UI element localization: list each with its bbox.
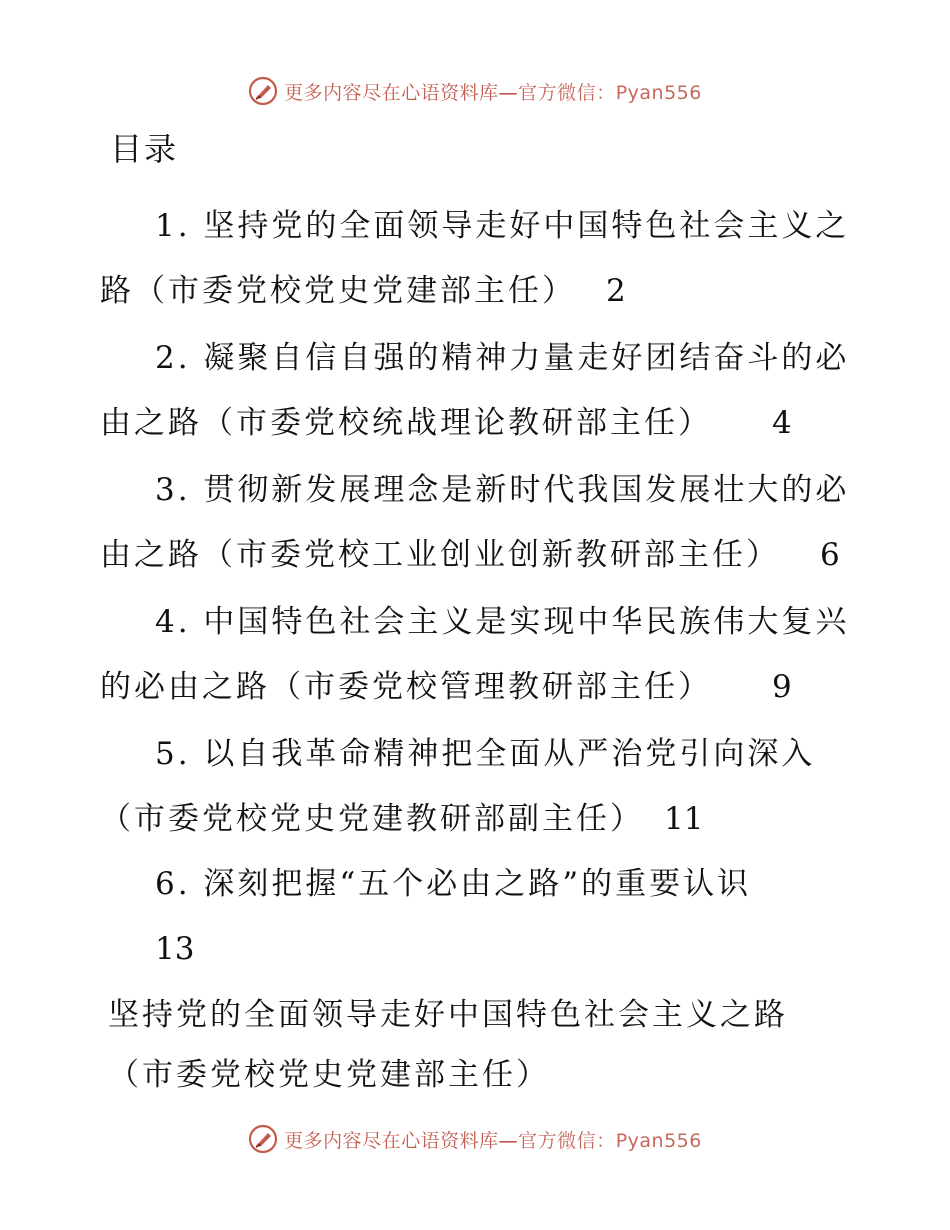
toc-item-line2 bbox=[100, 523, 845, 588]
toc-item-page: 2 bbox=[606, 273, 626, 309]
toc-item-line1: 1. 坚持党的全面领导走好中国特色社会主义之 bbox=[155, 208, 850, 244]
toc-item-page: 4 bbox=[772, 405, 792, 441]
toc-item-page: 11 bbox=[664, 801, 704, 837]
toc-item-line2 bbox=[100, 787, 845, 852]
pen-logo-icon bbox=[248, 1124, 278, 1154]
toc-item-line1: 4. 中国特色社会主义是实现中华民族伟大复兴 bbox=[155, 604, 850, 640]
toc-item-line2 bbox=[100, 655, 845, 720]
toc-item-line2 bbox=[100, 917, 845, 982]
toc-item-page: 13 bbox=[155, 931, 195, 967]
section-heading-line2: （市委党校党史党建部主任） bbox=[108, 1057, 550, 1093]
toc-item-line1: 6. 深刻把握“五个必由之路”的重要认识 bbox=[155, 866, 752, 902]
footer-watermark bbox=[0, 1119, 950, 1159]
watermark-dash: — bbox=[498, 1129, 519, 1152]
toc-item-6[interactable] bbox=[100, 852, 845, 982]
watermark-site: 更多内容尽在心语资料库 bbox=[284, 1129, 499, 1152]
watermark-wechat-id: Pyan556 bbox=[615, 81, 702, 104]
toc-item-line1: 3. 贯彻新发展理念是新时代我国发展壮大的必 bbox=[155, 472, 850, 508]
toc-item-3[interactable] bbox=[100, 458, 850, 588]
toc-item-line2 bbox=[100, 259, 845, 324]
watermark-wechat-label: 官方微信： bbox=[518, 81, 616, 104]
watermark-site: 更多内容尽在心语资料库 bbox=[284, 81, 499, 104]
watermark-text bbox=[284, 1126, 702, 1153]
toc-title: 目录 bbox=[110, 130, 179, 168]
watermark-wechat-id: Pyan556 bbox=[615, 1129, 702, 1152]
toc-item-subtitle: 由之路（市委党校统战理论教研部主任） bbox=[100, 405, 712, 441]
toc-item-subtitle: 由之路（市委党校工业创业创新教研部主任） bbox=[100, 537, 780, 573]
toc-item-line1: 2. 凝聚自信自强的精神力量走好团结奋斗的必 bbox=[155, 340, 850, 376]
toc-item-page: 9 bbox=[772, 669, 792, 705]
toc-item-line1: 5. 以自我革命精神把全面从严治党引向深入 bbox=[155, 736, 816, 772]
toc-item-subtitle: （市委党校党史党建教研部副主任） bbox=[100, 801, 644, 837]
toc-item-2[interactable] bbox=[100, 326, 850, 456]
watermark-dash: — bbox=[498, 81, 519, 104]
toc-item-4[interactable] bbox=[100, 590, 850, 720]
watermark-wechat-label: 官方微信： bbox=[518, 1129, 616, 1152]
toc-item-subtitle: 的必由之路（市委党校管理教研部主任） bbox=[100, 669, 712, 705]
section-heading bbox=[108, 985, 868, 1105]
toc-item-1[interactable] bbox=[100, 194, 850, 324]
section-heading-line1: 坚持党的全面领导走好中国特色社会主义之路 bbox=[108, 997, 788, 1033]
toc-item-5[interactable] bbox=[100, 722, 845, 852]
toc-item-page: 6 bbox=[820, 537, 840, 573]
toc-item-subtitle: 路（市委党校党史党建部主任） bbox=[100, 273, 576, 309]
toc-item-line2 bbox=[100, 391, 845, 456]
